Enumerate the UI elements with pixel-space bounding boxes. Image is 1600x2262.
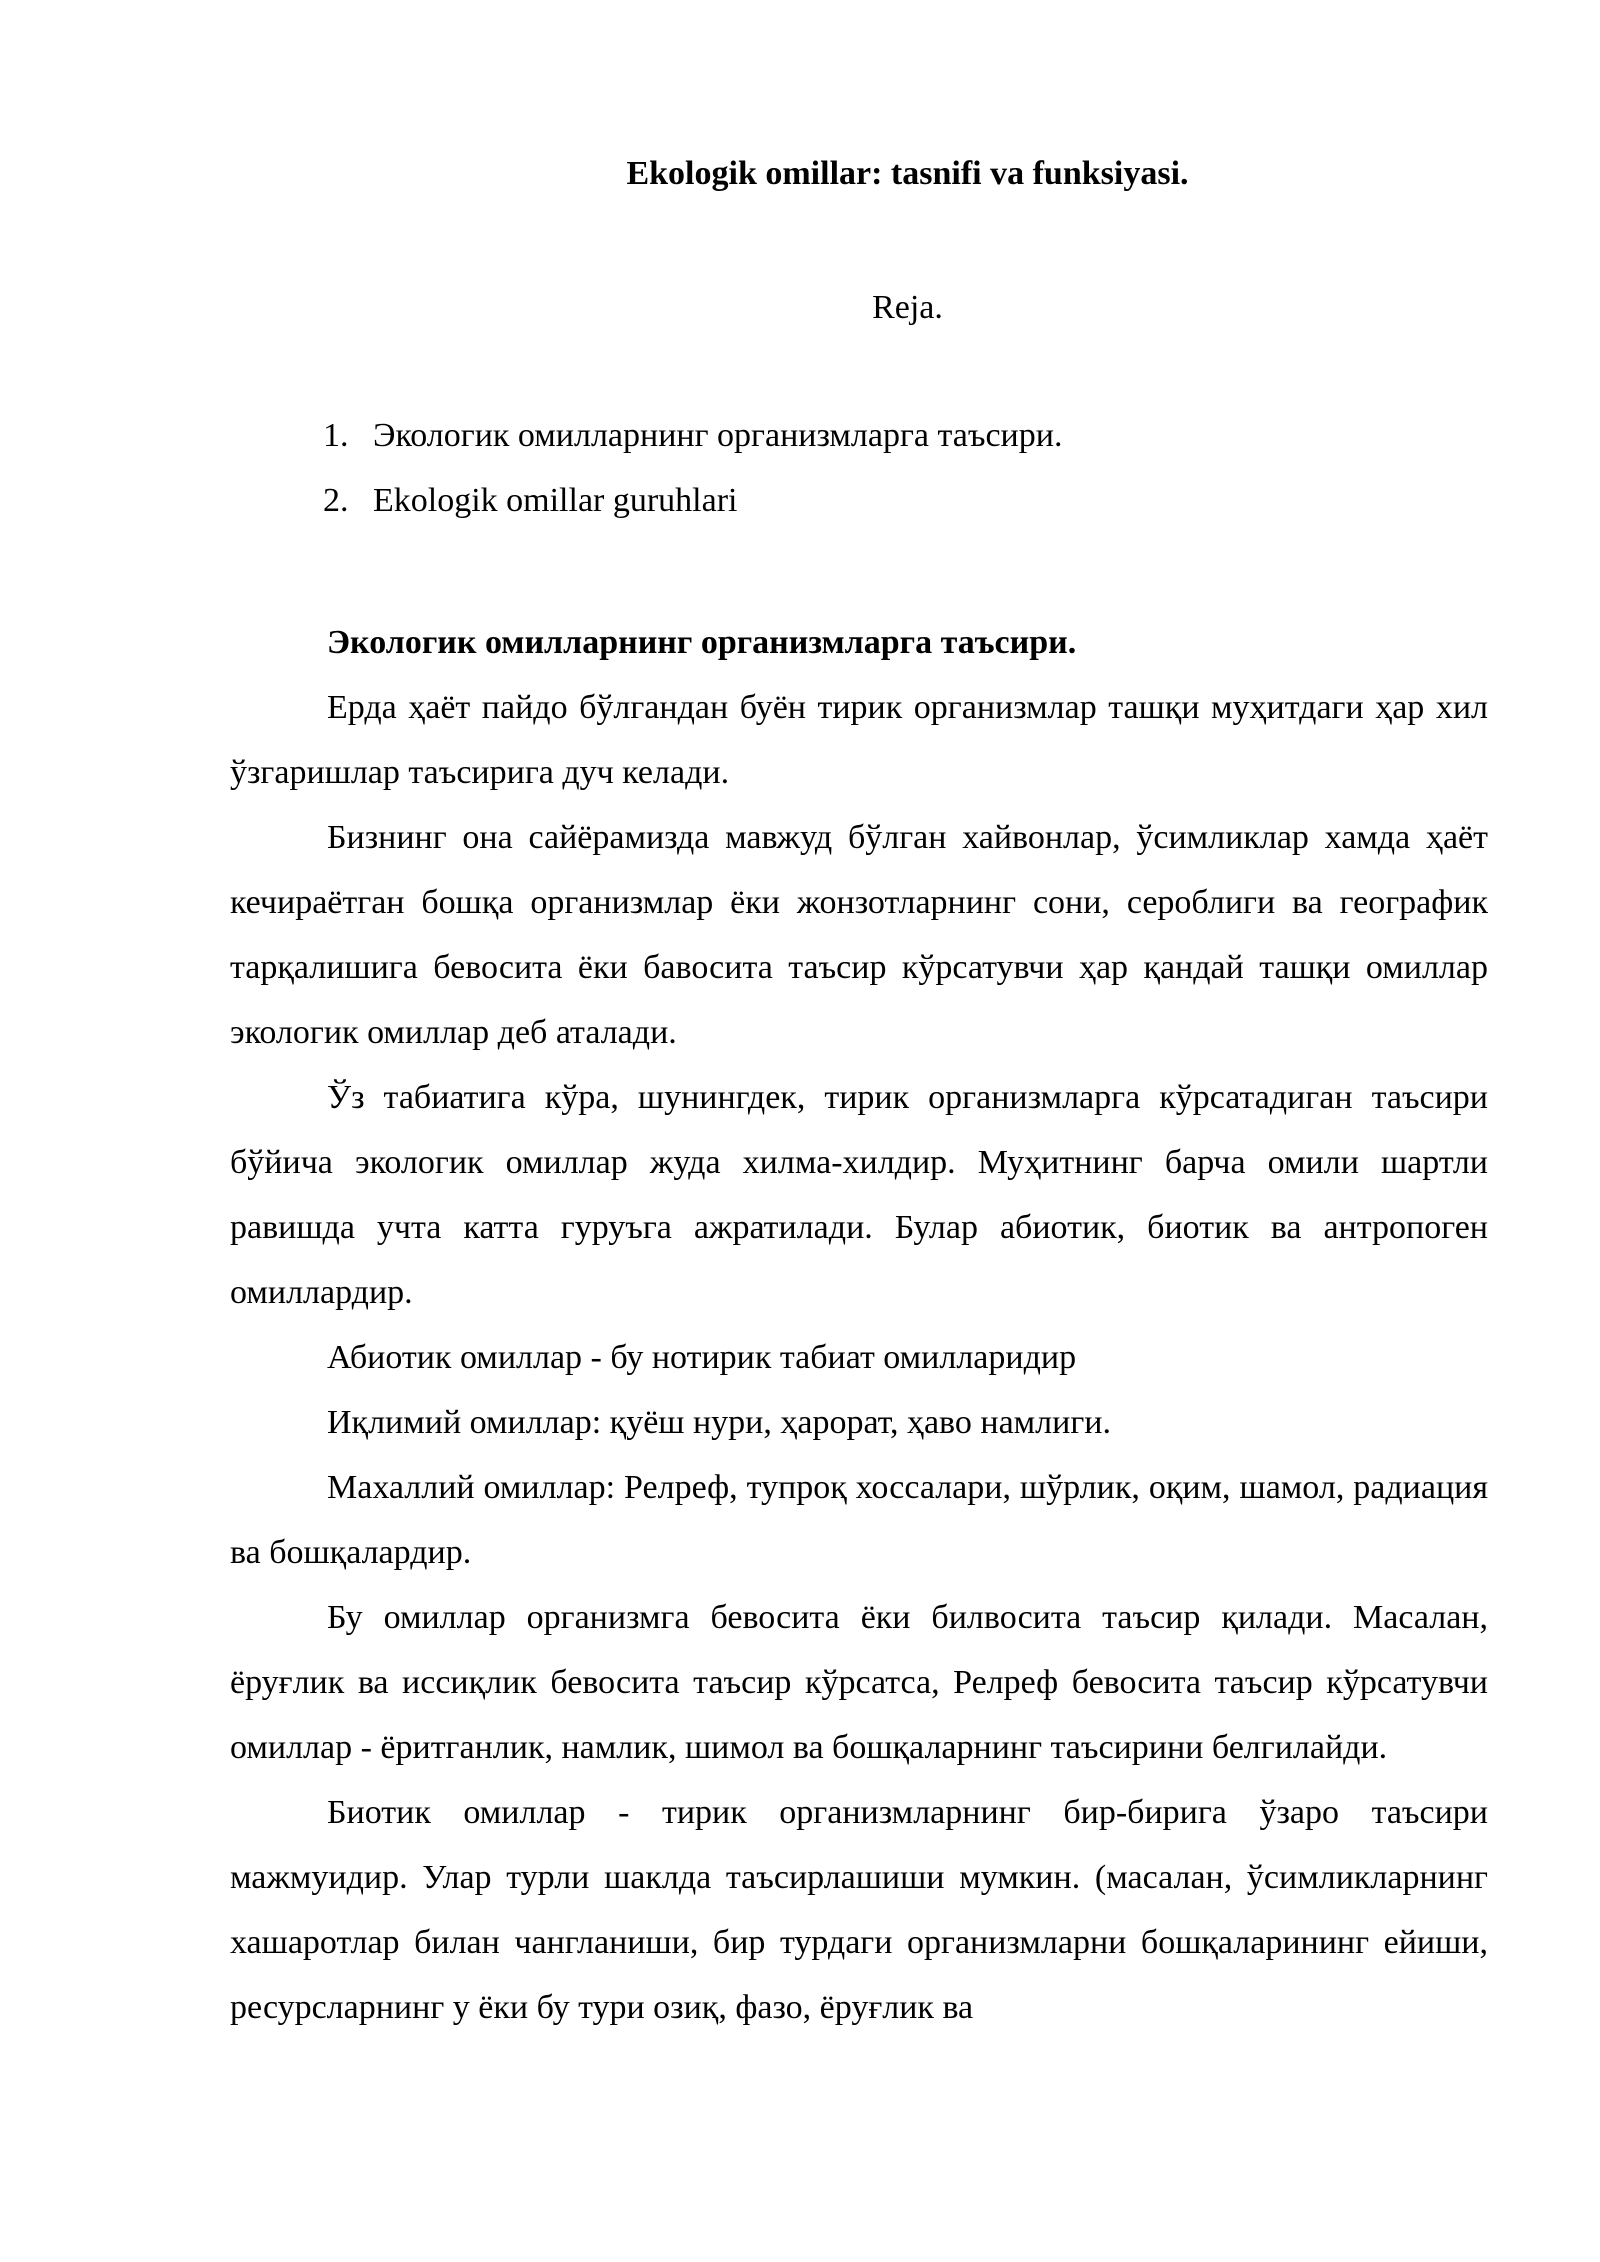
document-body <box>230 610 1488 2040</box>
paragraph: Махаллий омиллар: Релреф, тупроқ хоссалари, шўрлик, оқим, шамол, радиация ва бошқалардир. <box>230 1469 1488 1571</box>
section-heading: Экологик омилларнинг организмларга таъсири. <box>327 624 1077 661</box>
plan-item <box>323 412 1062 477</box>
document-title: Ekologik omillar: tasnifi va funksiyasi. <box>626 155 1189 192</box>
plan-list <box>323 412 1062 542</box>
paragraph: Ерда ҳаёт пайдо бўлгандан буён тирик организмлар ташқи муҳитдаги ҳар хил ўзгаришлар таъсирига дуч келади. <box>230 689 1488 791</box>
paragraph: Иқлимий омиллар: қуёш нури, ҳарорат, ҳаво намлиги. <box>327 1404 1111 1441</box>
plan-label: Reja. <box>872 289 943 326</box>
paragraph: Абиотик омиллар - бу нотирик табиат омилларидир <box>327 1339 1077 1376</box>
paragraph: Бизнинг она сайёрамизда мавжуд бўлган хайвонлар, ўсимликлар хамда ҳаёт кечираётган бошқа организмлар ёки жонзотларнинг сони, сероблиги ва географик тарқалишига бевосита ёки бавосита таъсир кўрсатувчи ҳар қандай ташқи омиллар экологик омиллар деб аталади. <box>230 819 1488 1051</box>
paragraph: Бу омиллар организмга бевосита ёки билвосита таъсир қилади. Масалан, ёруғлик ва иссиқлик бевосита таъсир кўрсатса, Релреф бевосита таъсир кўрсатувчи омиллар - ёритганлик, намлик, шимол ва бошқаларнинг таъсирини белгилайди. <box>230 1599 1488 1766</box>
plan-item-number: 1. <box>323 417 349 454</box>
plan-item-text: Экологик омилларнинг организмларга таъсири. <box>373 417 1063 454</box>
plan-item <box>323 477 1062 542</box>
plan-item-number: 2. <box>323 482 349 519</box>
paragraph: Ўз табиатига кўра, шунингдек, тирик организмларга кўрсатадиган таъсири бўйича экологик омиллар жуда хилма-хилдир. Муҳитнинг барча омили шартли равишда учта катта гуруъга ажратилади. Булар абиотик, биотик ва антропоген омиллардир. <box>230 1079 1488 1311</box>
paragraph: Биотик омиллар - тирик организмларнинг бир-бирига ўзаро таъсири мажмуидир. Улар турли шаклда таъсирлашиши мумкин. (масалан, ўсимликларнинг хашаротлар билан чангланиши, бир турдаги организмларни бошқаларининг ейиши, ресурсларнинг у ёки бу тури озиқ, фазо, ёруғлик ва <box>230 1794 1488 2026</box>
plan-item-text: Ekologik omillar guruhlari <box>373 482 738 519</box>
